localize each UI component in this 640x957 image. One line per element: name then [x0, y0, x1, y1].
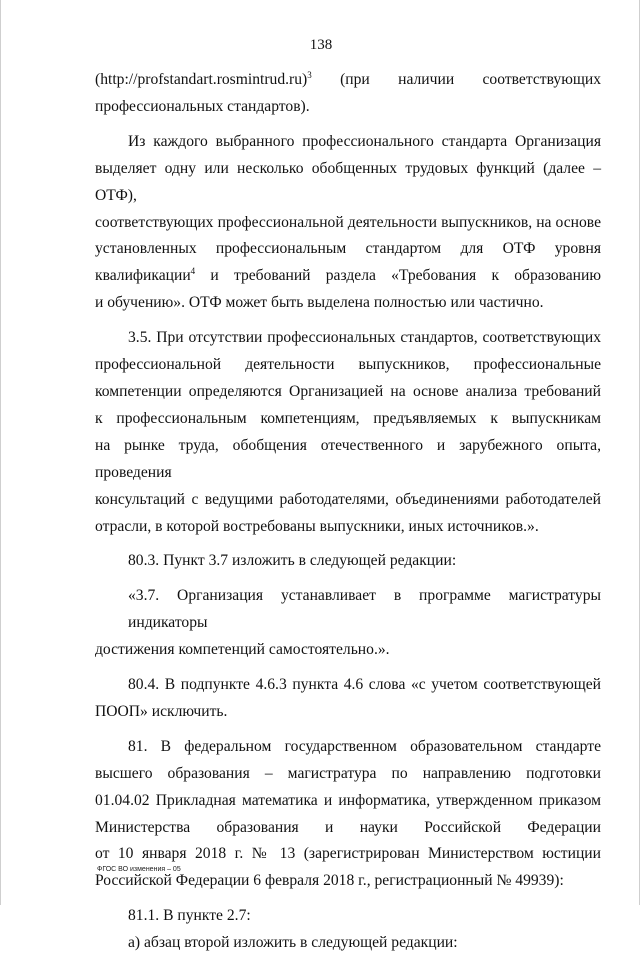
paragraph-standards-link: [95, 67, 601, 121]
paragraph-81-1: [95, 903, 601, 930]
text-line: установленных профессиональным стандартом для ОТФ уровня: [95, 240, 601, 258]
paragraph-item-a: [95, 930, 601, 957]
paragraph-otf: [95, 129, 601, 317]
text-line: 80.3. Пункт 3.7 изложить в следующей редакции:: [128, 552, 457, 570]
text-line: 81.1. В пункте 2.7:: [128, 907, 251, 925]
paragraph-3-7: [95, 583, 601, 664]
text-line: а) абзац второй изложить в следующей редакции:: [128, 934, 458, 952]
text-line: достижения компетенций самостоятельно.».: [95, 641, 390, 659]
text-line: от 10 января 2018 г. № 13 (зарегистрирован Министерством юстиции: [95, 845, 601, 863]
footnote-marker: 3: [307, 69, 312, 80]
text-line: Из каждого выбранного профессионального стандарта Организация: [128, 132, 601, 150]
text-line: выделяет одну или несколько обобщенных трудовых функций (далее – ОТФ),: [95, 159, 601, 204]
text-line: отрасли, в которой востребованы выпускники, иных источников.».: [95, 517, 539, 535]
text-line: ПООП» исключить.: [95, 702, 228, 720]
footer-label: ФГОС ВО изменения – 05: [97, 866, 181, 873]
text-line: консультаций с ведущими работодателями, объединениями работодателей: [95, 490, 601, 508]
text-line: высшего образования – магистратура по направлению подготовки: [95, 764, 601, 782]
page-number: 138: [309, 37, 333, 53]
footnote-marker: 4: [190, 266, 196, 277]
paragraph-3-5: [95, 325, 601, 540]
text-line: квалификации$^4$ и требований раздела «Требования к образованию: [95, 266, 601, 285]
text-line: профессиональных стандартов).: [95, 97, 310, 115]
text-line: профессиональной деятельности выпускников, профессиональные: [95, 356, 601, 374]
text-line: Министерства образования и науки Российской Федерации: [95, 818, 601, 836]
text-line: (http://profstandart.rosmintrud.ru)$^3$ (при наличии соответствующих: [95, 69, 601, 88]
text-line: к профессиональным компетенциям, предъявляемых к выпускникам: [95, 409, 601, 427]
text-line: компетенции определяются Организацией на основе анализа требований: [95, 382, 601, 400]
paragraph-80-3: [95, 548, 601, 575]
url-text: (http://profstandart.rosmintrud.ru): [95, 71, 308, 88]
text-line: соответствующих профессиональной деятельности выпускников, на основе: [95, 213, 601, 231]
text-line: 01.04.02 Прикладная математика и информатика, утвержденном приказом: [95, 791, 601, 809]
text-line: 80.4. В подпункте 4.6.3 пункта 4.6 слова «с учетом соответствующей: [128, 676, 601, 694]
text-line: и обучению». ОТФ может быть выделена полностью или частично.: [95, 294, 544, 312]
document-body: [95, 67, 601, 957]
paragraph-80-4: [95, 672, 601, 726]
text-line: 3.5. При отсутствии профессиональных стандартов, соответствующих: [128, 329, 601, 347]
text-line: на рынке труда, обобщения отечественного и зарубежного опыта, проведения: [95, 436, 601, 481]
text-line: Российской Федерации 6 февраля 2018 г., регистрационный № 49939):: [95, 872, 564, 890]
text-line: «3.7. Организация устанавливает в программе магистратуры индикаторы: [128, 587, 601, 632]
text-line: 81. В федеральном государственном образовательном стандарте: [128, 737, 601, 755]
